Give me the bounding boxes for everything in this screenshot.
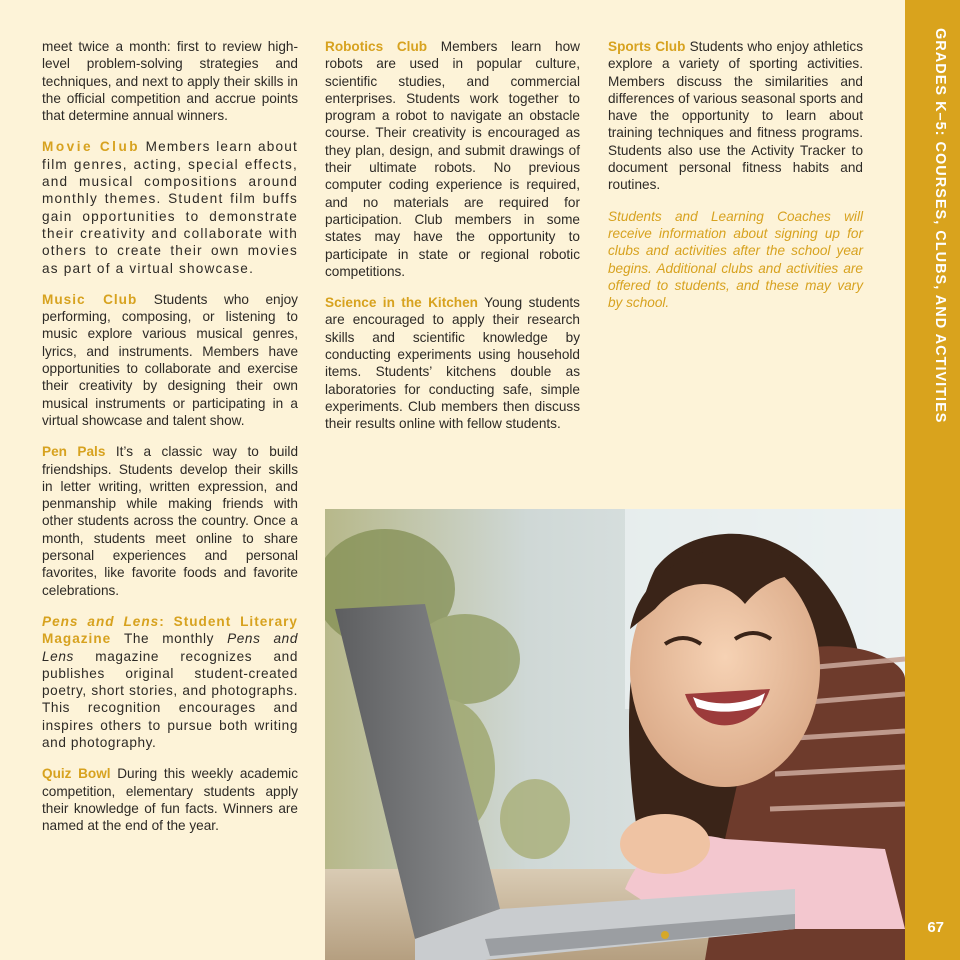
- paragraph-text: Students who enjoy athletics explore a variety of sporting activities. Members discuss the similarities and differences of various seasonal sports and have the opportunity to learn about training techniques and fitness programs. Students also use the Activity Tracker to document personal fitness habits and routines.: [608, 39, 864, 193]
- page-number: 67: [927, 919, 944, 936]
- photo-girl-laptop: [325, 509, 905, 960]
- column-right: [608, 38, 863, 325]
- magazine-title: Pens and Lens: [42, 631, 298, 664]
- paragraph-robotics-club: [325, 38, 580, 280]
- paragraph-text: meet twice a month: first to review high-level problem-solving strategies and techniques, and next to apply their skills in the official competition and accrue points that determine annual winners.: [42, 39, 298, 124]
- heading-robotics-club: Robotics Club: [325, 39, 428, 54]
- paragraph-movie-club: [42, 138, 298, 276]
- paragraph-text-a: The monthly: [111, 631, 228, 647]
- paragraph-text: It’s a classic way to build friendships. Students develop their skills in letter writing, written expression, and penmanship while making friends with other students across the country. Once a month, students meet online to share personal experiences and personal favorites, like favorite foods and favorite celebrations.: [42, 444, 299, 598]
- paragraph-text: Young students are encouraged to apply their research skills and scientific knowledge by conducting experiments using household items. Students’ kitchens double as laboratories for conducting safe, simple experiments. Club members then discuss their results online with fellow students.: [325, 295, 580, 432]
- column-left: [42, 38, 298, 848]
- paragraph-pens-and-lens: [42, 613, 298, 751]
- laptop-led: [661, 931, 669, 939]
- girl-hand: [620, 814, 710, 874]
- paragraph-text: During this weekly academic competition, elementary students apply their knowledge of fun facts. Winners are named at the end of the year.: [42, 766, 298, 834]
- paragraph-pen-pals: [42, 443, 298, 599]
- paragraph-music-club: [42, 291, 298, 429]
- paragraph-text: Students who enjoy performing, composing, or listening to music explore various musical genres, lyrics, and instruments. Members have opportunities to collaborate and exercise their creativity by designing their own musical instruments or participating in a virtual showcase and talent show.: [42, 291, 298, 428]
- paragraph-text-b: magazine recognizes and publishes original student-created poetry, short stories, and photographs. This recognition encourages and inspires others to pursue both writing and photography.: [42, 648, 298, 750]
- paragraph-text: Members learn about film genres, acting, special effects, and musical compositions around monthly themes. Student film buffs gain opportunities to demonstrate their creativity and collaborate with others to create their own movies as part of a virtual showcase.: [42, 139, 298, 276]
- paragraph-science-kitchen: [325, 294, 580, 432]
- photo-illustration: [325, 509, 905, 960]
- paragraph-math-continued: [42, 38, 298, 124]
- heading-sports-club: Sports Club: [608, 39, 686, 54]
- heading-italic: Pens and Lens: [42, 613, 160, 629]
- signup-note: Students and Learning Coaches will receive information about signing up for clubs and activities after the school year begins. Additional clubs and activities are offered to students, and these may vary by school.: [608, 208, 863, 311]
- paragraph-text: Members learn how robots are used in popular culture, scientific studies, and commercial enterprises. Students work together to program a robot to navigate an obstacle course. Their creativity is encouraged as they plan, design, and submit drawings of their ultimate robots. No previous computer coding experience is required, and no materials are required for participation. Club members in some states may have the opportunity to participate in state or regional robotic competitions.: [325, 39, 580, 279]
- heading-quiz-bowl: Quiz Bowl: [42, 766, 111, 782]
- column-middle: [325, 38, 580, 447]
- heading-rest: : Student Literary Magazine: [42, 613, 298, 647]
- sidebar-title: GRADES K–5: COURSES, CLUBS, AND ACTIVITIES: [932, 28, 948, 424]
- heading-music-club: Music Club: [42, 291, 138, 307]
- paragraph-quiz-bowl: [42, 765, 298, 834]
- heading-pen-pals: Pen Pals: [42, 444, 106, 460]
- paragraph-sports-club: [608, 38, 863, 194]
- heading-science-kitchen: Science in the Kitchen: [325, 295, 478, 311]
- heading-movie-club: Movie Club: [42, 139, 141, 155]
